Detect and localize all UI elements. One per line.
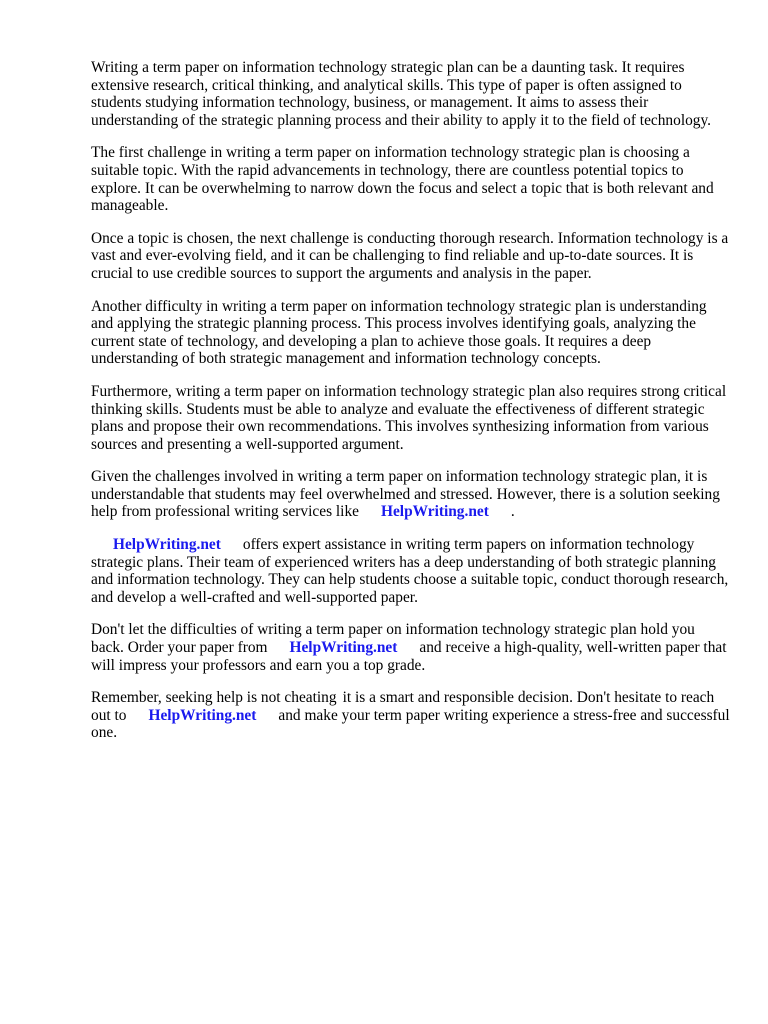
paragraph-text: Remember, seeking help is not cheating <box>91 689 337 707</box>
paragraph-service-offer <box>91 536 731 606</box>
paragraph-solution <box>91 468 731 521</box>
paragraph-text: Given the challenges involved in writing a term paper on information technology strategic plan, it is understandable that students may feel overwhelmed and stressed. However, there is a solution seeking help from professional writing services like <box>91 468 720 521</box>
helpwriting-link[interactable]: HelpWriting.net <box>148 706 257 724</box>
helpwriting-link[interactable]: HelpWriting.net <box>113 536 221 554</box>
paragraph-text: Another difficulty in writing a term paper on information technology strategic plan is understanding and applying the strategic planning process. This process involves identifying goals, analyzing the current state of technology, and developing a plan to achieve those goals. It requires a deep understanding of both strategic management and information technology concepts. <box>91 297 707 368</box>
paragraph-text: offers expert assistance in writing term papers on information technology strategic plans. Their team of experienced writers has a deep understanding of both strategic planning and information technology. They can help students choose a suitable topic, conduct thorough research, and develop a well-crafted and well-supported paper. <box>91 536 729 606</box>
paragraph-critical-thinking <box>91 383 731 453</box>
paragraph-intro <box>91 59 731 129</box>
paragraph-order <box>91 621 731 674</box>
paragraph-topic-challenge <box>91 144 731 214</box>
helpwriting-link[interactable]: HelpWriting.net <box>380 503 489 521</box>
paragraph-text: Don't let the difficulties of writing a term paper on information technology strategic plan hold you back. Order your paper from <box>91 621 695 657</box>
paragraph-text: . <box>510 503 515 521</box>
paragraph-closing <box>91 689 731 742</box>
paragraph-text: Writing a term paper on information technology strategic plan can be a daunting task. It requires extensive research, critical thinking, and analytical skills. This type of paper is often assigned to students studying information technology, business, or management. It aims to assess their understanding of the strategic planning process and their ability to apply it to the field of technology. <box>91 59 712 129</box>
paragraph-text: The first challenge in writing a term paper on information technology strategic plan is choosing a suitable topic. With the rapid advancements in technology, there are countless potential topics to explore. It can be overwhelming to narrow down the focus and select a topic that is both relevant and manageable. <box>91 144 714 215</box>
paragraph-text: Furthermore, writing a term paper on information technology strategic plan also requires strong critical thinking skills. Students must be able to analyze and evaluate the effectiveness of different strategic plans and propose their own recommendations. This involves synthesizing information from various sources and presenting a well-supported argument. <box>91 382 727 453</box>
helpwriting-link[interactable]: HelpWriting.net <box>289 639 398 657</box>
document-body <box>91 59 731 757</box>
paragraph-text: it is a smart and responsible decision. Don't hesitate to reach out to <box>91 689 715 724</box>
paragraph-text: and receive a high-quality, well-written paper that will impress your professors and earn you a top grade. <box>91 639 727 674</box>
paragraph-text: Once a topic is chosen, the next challenge is conducting thorough research. Information technology is a vast and ever-evolving field, and it can be challenging to find reliable and up-to-date sources. It is crucial to use credible sources to support the arguments and analysis in the paper. <box>91 229 729 282</box>
paragraph-text: and make your term paper writing experience a stress-free and successful one. <box>91 706 730 742</box>
paragraph-research-challenge <box>91 230 731 283</box>
paragraph-planning-process <box>91 298 731 368</box>
